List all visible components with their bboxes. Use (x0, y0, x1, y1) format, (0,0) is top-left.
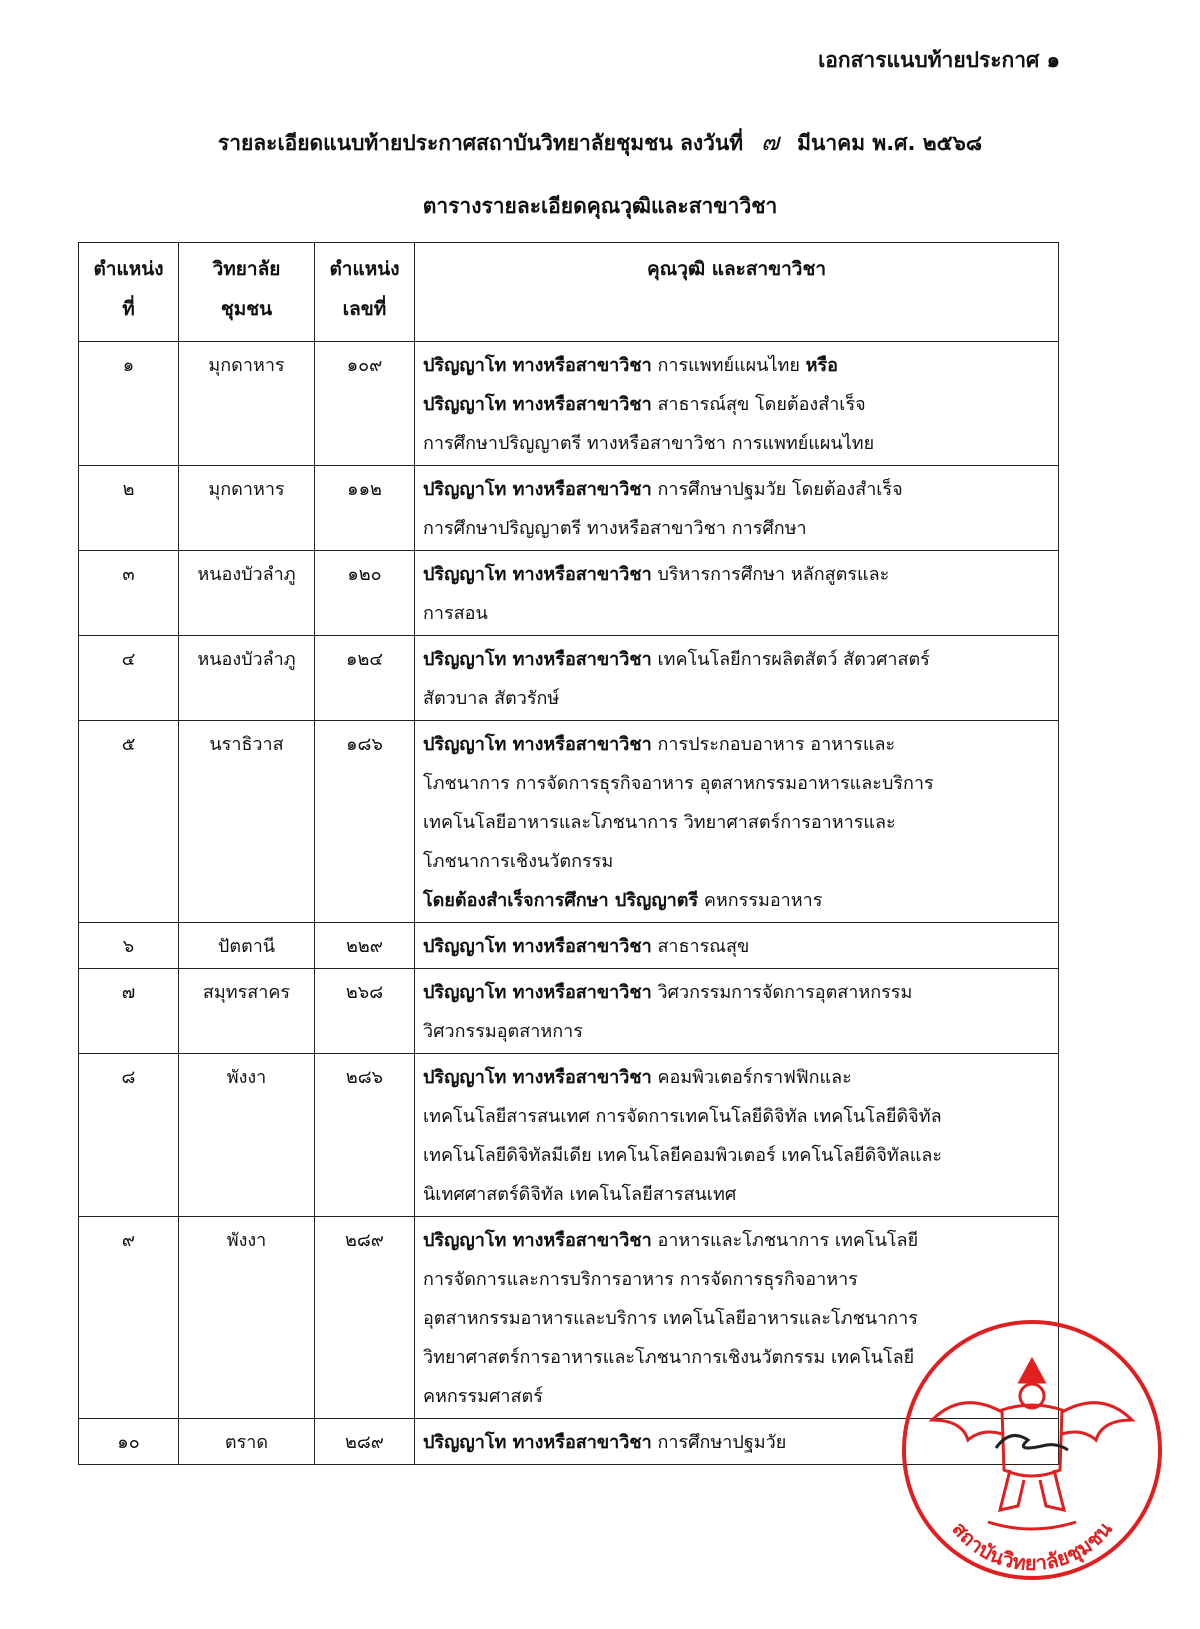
cell-college: พังงา (179, 1217, 315, 1419)
qualification-text: คอมพิวเตอร์กราฟฟิกและ (651, 1067, 852, 1088)
qualification-bold-text: ปริญญาโท ทางหรือสาขาวิชา (423, 355, 652, 376)
qualification-line (423, 509, 1050, 548)
qualification-line (423, 1136, 1050, 1175)
qualification-text: การสอน (423, 603, 488, 624)
cell-position: ๙ (79, 1217, 179, 1419)
qualification-line (423, 842, 1050, 881)
qualification-line (423, 555, 1050, 594)
qualification-text: อาหารและโภชนาการ เทคโนโลยี (651, 1230, 919, 1251)
cell-college: หนองบัวลำภู (179, 551, 315, 636)
cell-qualification (415, 551, 1059, 636)
table-row (79, 551, 1059, 636)
col-header-line: ตำแหน่ง (329, 258, 400, 280)
qualification-line (423, 1012, 1050, 1051)
garuda-emblem (932, 1360, 1132, 1529)
cell-college: สมุทรสาคร (179, 969, 315, 1054)
qualification-line (423, 803, 1050, 842)
qualification-text: บริหารการศึกษา หลักสูตรและ (651, 564, 890, 585)
table-row (79, 342, 1059, 466)
cell-position-number: ๑๒๐ (315, 551, 415, 636)
cell-qualification (415, 969, 1059, 1054)
cell-college: ปัตตานี (179, 923, 315, 969)
qualification-line (423, 881, 1050, 920)
qualification-line (423, 1221, 1050, 1260)
qualification-text: เทคโนโลยีการผลิตสัตว์ สัตวศาสตร์ (651, 649, 930, 670)
qualification-bold-text: ปริญญาโท ทางหรือสาขาวิชา (423, 734, 652, 755)
col-header-position (79, 243, 179, 342)
qualification-line (423, 385, 1050, 424)
cell-position-number: ๑๒๔ (315, 636, 415, 721)
qualification-text: เทคโนโลยีอาหารและโภชนาการ วิทยาศาสตร์การอาหารและ (423, 812, 896, 833)
seal-text (947, 1518, 1117, 1575)
table-row (79, 969, 1059, 1054)
cell-position: ๖ (79, 923, 179, 969)
attachment-label: เอกสารแนบท้ายประกาศ ๑ (818, 48, 1060, 72)
cell-position-number: ๒๖๘ (315, 969, 415, 1054)
qualification-text: เทคโนโลยีดิจิทัลมีเดีย เทคโนโลยีคอมพิวเตอร์ เทคโนโลยีดิจิทัลและ (423, 1145, 943, 1166)
qualification-line (423, 594, 1050, 633)
cell-college: หนองบัวลำภู (179, 636, 315, 721)
qualification-text: เทคโนโลยีสารสนเทศ การจัดการเทคโนโลยีดิจิทัล เทคโนโลยีดิจิทัล (423, 1106, 942, 1127)
qualification-text: การจัดการและการบริการอาหาร การจัดการธุรกิจอาหาร (423, 1269, 858, 1290)
seal-text-path: สถาบันวิทยาลัยชุมชน (947, 1518, 1117, 1576)
cell-position-number: ๑๑๒ (315, 466, 415, 551)
qualification-bold-text: ปริญญาโท ทางหรือสาขาวิชา (423, 936, 652, 957)
qualification-text: การศึกษาปริญญาตรี ทางหรือสาขาวิชา การศึกษา (423, 518, 807, 539)
qualification-table (78, 242, 1059, 1465)
qualification-bold-text: ปริญญาโท ทางหรือสาขาวิชา (423, 1067, 652, 1088)
col-header-line: ที่ (122, 298, 135, 320)
cell-position: ๕ (79, 721, 179, 923)
cell-position-number: ๑๘๖ (315, 721, 415, 923)
qualification-text: โภชนาการ การจัดการธุรกิจอาหาร อุตสาหกรรมอาหารและบริการ (423, 773, 934, 794)
qualification-text: วิศวกรรมอุตสาหการ (423, 1021, 583, 1042)
col-header-line: ตำแหน่ง (93, 258, 164, 280)
cell-qualification (415, 636, 1059, 721)
qualification-text: สาธารณ์สุข โดยต้องสำเร็จ (651, 394, 866, 415)
qualification-bold-text: ปริญญาโท ทางหรือสาขาวิชา (423, 394, 652, 415)
col-header-position-number (315, 243, 415, 342)
table-row (79, 636, 1059, 721)
col-header-qualification (415, 243, 1059, 342)
qualification-line (423, 1260, 1050, 1299)
cell-position: ๗ (79, 969, 179, 1054)
cell-position: ๓ (79, 551, 179, 636)
signature-mark (996, 1436, 1068, 1451)
table-row (79, 721, 1059, 923)
cell-position: ๔ (79, 636, 179, 721)
qualification-text: วิทยาศาสตร์การอาหารและโภชนาการเชิงนวัตกรรม เทคโนโลยี (423, 1347, 915, 1368)
cell-position-number: ๒๘๙ (315, 1419, 415, 1465)
cell-position: ๒ (79, 466, 179, 551)
cell-qualification (415, 923, 1059, 969)
qualification-line (423, 1058, 1050, 1097)
qualification-text: สัตวบาล สัตวรักษ์ (423, 688, 560, 709)
title-day-handwritten: ๗ (761, 128, 780, 156)
qualification-line (423, 679, 1050, 718)
qualification-line (423, 1175, 1050, 1214)
title-prefix: รายละเอียดแนบท้ายประกาศสถาบันวิทยาลัยชุมชน ลงวันที่ (217, 131, 744, 155)
qualification-text: วิศวกรรมการจัดการอุตสาหกรรม (651, 982, 913, 1003)
qualification-text: การศึกษาปริญญาตรี ทางหรือสาขาวิชา การแพทย์แผนไทย (423, 433, 875, 454)
cell-position: ๑ (79, 342, 179, 466)
col-header-line: เลขที่ (342, 298, 387, 320)
qualification-text: นิเทศศาสตร์ดิจิทัล เทคโนโลยีสารสนเทศ (423, 1184, 737, 1205)
cell-position-number: ๑๐๙ (315, 342, 415, 466)
cell-position-number: ๒๘๖ (315, 1054, 415, 1217)
table-row (79, 1054, 1059, 1217)
qualification-bold-text: ปริญญาโท ทางหรือสาขาวิชา (423, 1432, 652, 1453)
cell-position: ๘ (79, 1054, 179, 1217)
cell-qualification (415, 466, 1059, 551)
qualification-line (423, 725, 1050, 764)
qualification-text: คหกรรมอาหาร (698, 890, 823, 911)
qualification-line (423, 973, 1050, 1012)
qualification-line (423, 346, 1050, 385)
col-header-line: วิทยาลัย (212, 258, 281, 280)
qualification-text: อุตสาหกรรมอาหารและบริการ เทคโนโลยีอาหารและโภชนาการ (423, 1308, 918, 1329)
cell-college: มุกดาหาร (179, 466, 315, 551)
col-header-line: คุณวุฒิ และสาขาวิชา (646, 258, 827, 280)
qualification-text: โภชนาการเชิงนวัตกรรม (423, 851, 614, 872)
table-row (79, 466, 1059, 551)
col-header-line: ชุมชน (220, 298, 273, 320)
qualification-line (423, 927, 1050, 966)
qualification-text: การแพทย์แผนไทย (651, 355, 806, 376)
cell-position-number: ๒๒๙ (315, 923, 415, 969)
qualification-bold-text: หรือ (805, 355, 838, 376)
qualification-line (423, 640, 1050, 679)
qualification-text: คหกรรมศาสตร์ (423, 1386, 543, 1407)
qualification-text: สาธารณสุข (651, 936, 750, 957)
cell-qualification (415, 721, 1059, 923)
qualification-bold-text: โดยต้องสำเร็จการศึกษา ปริญญาตรี (423, 890, 699, 911)
qualification-text: การศึกษาปฐมวัย โดยต้องสำเร็จ (651, 479, 903, 500)
qualification-line (423, 470, 1050, 509)
qualification-bold-text: ปริญญาโท ทางหรือสาขาวิชา (423, 982, 652, 1003)
cell-college: มุกดาหาร (179, 342, 315, 466)
cell-qualification (415, 342, 1059, 466)
table-body (79, 342, 1059, 1465)
cell-position: ๑๐ (79, 1419, 179, 1465)
qualification-bold-text: ปริญญาโท ทางหรือสาขาวิชา (423, 564, 652, 585)
table-header-row (79, 243, 1059, 342)
cell-qualification (415, 1054, 1059, 1217)
col-header-college (179, 243, 315, 342)
qualification-bold-text: ปริญญาโท ทางหรือสาขาวิชา (423, 479, 652, 500)
cell-position-number: ๒๘๙ (315, 1217, 415, 1419)
table-title: ตารางรายละเอียดคุณวุฒิและสาขาวิชา (422, 194, 778, 218)
qualification-line (423, 764, 1050, 803)
cell-college: ตราด (179, 1419, 315, 1465)
qualification-line (423, 424, 1050, 463)
title-suffix: มีนาคม พ.ศ. ๒๕๖๘ (797, 131, 983, 155)
qualification-line (423, 1097, 1050, 1136)
qualification-bold-text: ปริญญาโท ทางหรือสาขาวิชา (423, 649, 652, 670)
cell-college: พังงา (179, 1054, 315, 1217)
table-row (79, 923, 1059, 969)
qualification-text: การศึกษาปฐมวัย (651, 1432, 787, 1453)
cell-college: นราธิวาส (179, 721, 315, 923)
qualification-text: การประกอบอาหาร อาหารและ (651, 734, 896, 755)
institution-seal (892, 1300, 1172, 1600)
qualification-bold-text: ปริญญาโท ทางหรือสาขาวิชา (423, 1230, 652, 1251)
document-title (0, 122, 1200, 161)
